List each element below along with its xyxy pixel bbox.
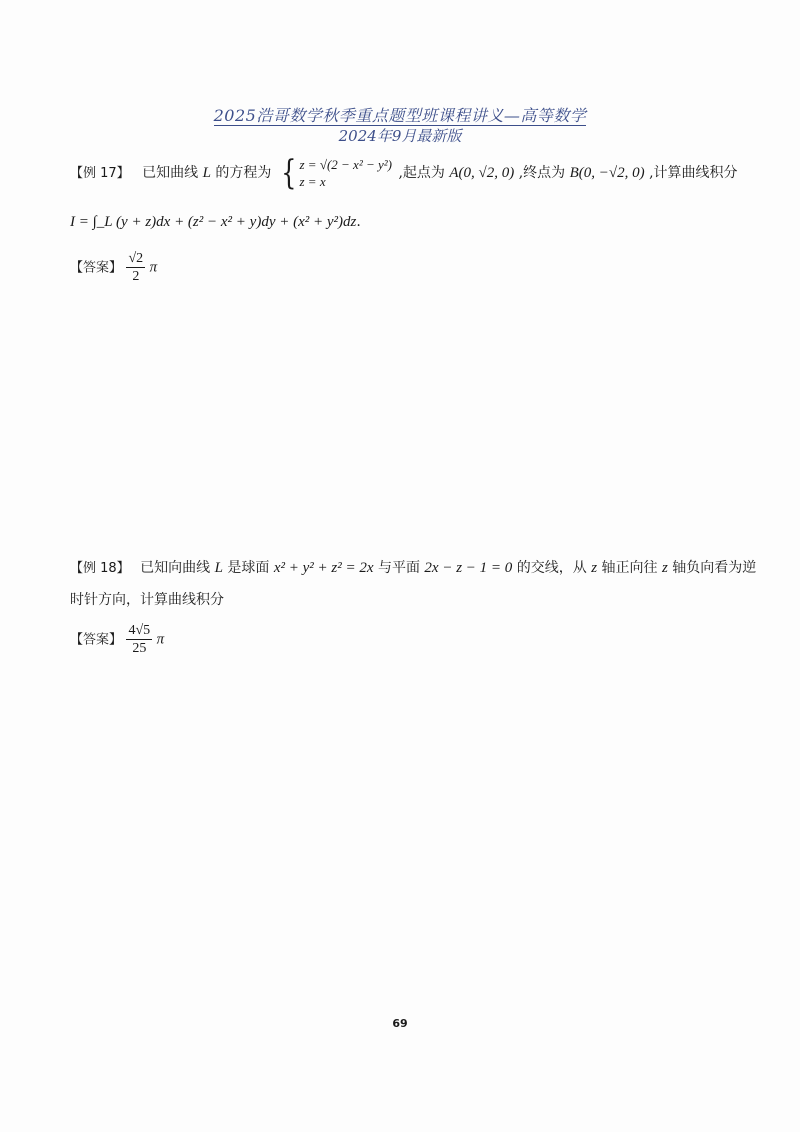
answer-numerator: √2 <box>128 251 144 266</box>
example-18-text-f: 轴负向看为逆 <box>672 560 757 576</box>
example-17-label: 【例 17】 <box>70 166 130 181</box>
plane-equation: 2x − z − 1 = 0 <box>424 560 513 576</box>
equation-system <box>278 153 392 193</box>
answer-numerator: 4√5 <box>128 623 151 638</box>
example-17-text-e: ,计算曲线积分 <box>649 165 738 181</box>
example-17-answer <box>70 250 157 285</box>
example-18-text-b: 是球面 <box>227 560 270 576</box>
system-line-1: z = √(2 − x² − y²) <box>299 157 392 172</box>
example-17-text-b: 的方程为 <box>215 165 272 181</box>
example-18-answer <box>70 622 164 657</box>
example-18-line2: 时针方向，计算曲线积分 <box>70 592 224 608</box>
header-date: 2024年9月最新版 <box>338 127 462 145</box>
answer-label: 【答案】 <box>70 260 123 276</box>
answer-fraction <box>126 250 145 285</box>
integral-expression: I = ∫_L (y + z)dx + (z² − x² + y)dy + (x² + y²)dz <box>70 214 357 230</box>
header-title-text: 2025浩哥数学秋季重点题型班课程讲义—高等数学 <box>213 106 587 125</box>
example-18-text-e: 轴正向往 <box>601 560 658 576</box>
answer-denominator: 2 <box>132 269 140 284</box>
curve-L: L <box>214 560 223 576</box>
system-line-2: z = x <box>299 174 326 189</box>
example-18-line1 <box>70 557 756 577</box>
z-axis-1: z <box>591 560 598 576</box>
example-17-period: . <box>356 214 361 230</box>
answer-fraction <box>126 622 152 657</box>
example-17-text-c: ,起点为 <box>398 165 445 181</box>
page-number: 69 <box>392 1017 408 1030</box>
answer-denominator: 25 <box>132 641 147 656</box>
answer-pi: π <box>149 259 158 276</box>
answer-pi: π <box>156 631 165 648</box>
z-axis-2: z <box>661 560 668 576</box>
point-B: B(0, −√2, 0) <box>569 165 645 181</box>
example-17-line1 <box>70 153 738 193</box>
example-18-text-d: 的交线，从 <box>516 560 587 576</box>
example-17-text-d: ,终点为 <box>518 165 566 181</box>
example-18-label: 【例 18】 <box>70 561 130 576</box>
example-17-text-a: 已知曲线 <box>142 165 199 181</box>
curve-L: L <box>202 165 211 181</box>
example-18-text-a: 已知向曲线 <box>140 560 211 576</box>
header-title <box>0 103 800 126</box>
example-18-text-c: 与平面 <box>377 560 420 576</box>
sphere-equation: x² + y² + z² = 2x <box>273 560 374 576</box>
answer-label: 【答案】 <box>70 632 123 648</box>
left-brace: { <box>281 153 297 193</box>
point-A: A(0, √2, 0) <box>449 165 515 181</box>
example-17-line2 <box>70 214 361 231</box>
